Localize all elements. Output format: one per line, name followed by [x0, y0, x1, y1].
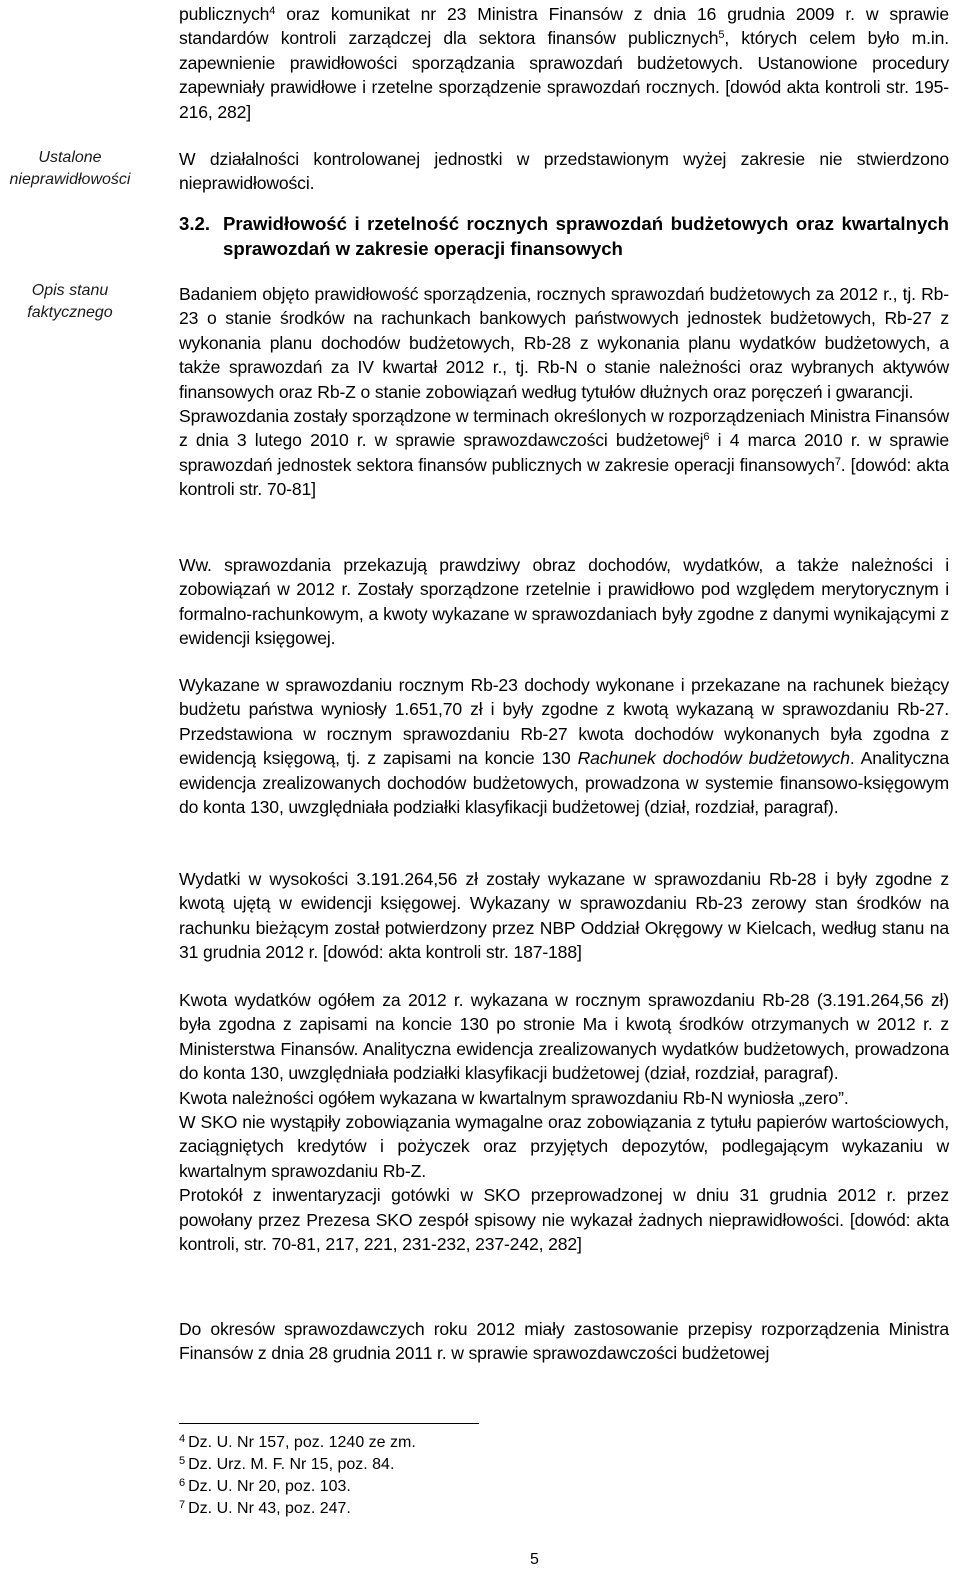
footnote-item	[179, 1476, 416, 1498]
paragraph-continued	[179, 2, 949, 124]
footnote-ref-7: 7	[834, 455, 841, 468]
paragraph-totals	[179, 988, 949, 1256]
paragraph-true-picture	[179, 553, 949, 651]
footnotes	[179, 1432, 416, 1520]
p5-text-b: . Analityczna ewidencja zrealizowanych dochodów budżetowych, prowadzona w systemie finansowo-księgowym do konta 130, uwzględniała podziałki klasyfikacji budżetowej (dział, rozdział, paragraf).	[179, 748, 950, 818]
p9-text: W SKO nie wystąpiły zobowiązania wymagalne oraz zobowiązania z tytułu papierów wartościowych, zaciągniętych kredytów i pożyczek oraz przyjętych depozytów, podlegającym wykazaniu w kwartalnym sprawozdaniu Rb-Z.	[179, 1112, 949, 1181]
section-number: 3.2.	[179, 213, 211, 234]
footnote-item	[179, 1454, 416, 1476]
margin-label-facts-line2: faktycznego	[27, 304, 113, 321]
footnote-item	[179, 1498, 416, 1520]
p7-text: Kwota wydatków ogółem za 2012 r. wykazana w rocznym sprawozdaniu Rb-28 (3.191.264,56 zł) była zgodna z zapisami na koncie 130 po stronie Ma i kwotą środków otrzymanych w 2012 r. z Ministerstwa Finansów. Analityczna ewidencja zrealizowanych wydatków budżetowych, prowadzona do konta 130, uwzględniała podziałki klasyfikacji budżetowej (dział, rozdział, paragraf).	[179, 990, 949, 1084]
margin-label-findings-line1: Ustalone	[38, 149, 102, 166]
footnote-separator	[179, 1423, 479, 1424]
p5-text-a: Wykazane w sprawozdaniu rocznym Rb-23 dochody wykonane i przekazane na rachunek bieżący budżetu państwa wyniosły 1.651,70 zł i były zgodne z kwotą wykazaną w sprawozdaniu Rb-27. Przedstawiona w rocznym sprawozdaniu Rb-27 kwota dochodów wykonanych była zgodna z ewidencją księgową, tj. z zapisami na koncie 130	[179, 675, 949, 769]
margin-label-findings	[0, 147, 140, 191]
paragraph-scope	[179, 282, 949, 502]
footnote-ref-6: 6	[703, 431, 710, 444]
footnote-ref-5: 5	[718, 29, 725, 42]
p3-text-a: Sprawozdania zostały sporządzone w terminach określonych w rozporządzeniach Ministra Finansów z dnia 3 lutego 2010 r. w sprawie sprawozdawczości budżetowej	[179, 406, 949, 451]
account-name: Rachunek dochodów budżetowych	[577, 748, 850, 769]
p10-text: Protokół z inwentaryzacji gotówki w SKO przeprowadzonej w dniu 31 grudnia 2012 r. przez powołany przez Prezesa SKO zespół spisowy nie wykazał żadnych nieprawidłowości. [dowód: akta kontroli, str. 70-81, 217, 221, 231-232, 237-242, 282]	[179, 1185, 949, 1255]
p0-text-a: publicznych	[179, 4, 270, 24]
footnote-number: 4	[179, 1433, 186, 1445]
paragraph-income	[179, 673, 949, 819]
page-number: 5	[530, 1551, 539, 1568]
paragraph-deadlines	[179, 404, 949, 502]
footnote-item	[179, 1432, 416, 1454]
paragraph-expenses	[179, 867, 949, 965]
margin-label-facts-line1: Opis stanu	[31, 282, 109, 299]
p0-text-c: , których celem było m.in. zapewnienie prawidłowości sporządzania sprawozdań budżetowych. Ustanowione procedury zapewniały prawidłowe i rzetelne sporządzenie sprawozdań rocznych. [dowód akta kontroli str. 195-216, 282]	[179, 28, 949, 122]
p2-text: Badaniem objęto prawidłowość sporządzenia, rocznych sprawozdań budżetowych za 2012 r., tj. Rb-23 o stanie środków na rachunkach bankowych państwowych jednostek budżetowych, Rb-27 z wykonania planu dochodów budżetowych, Rb-28 z wykonania planu wydatków budżetowych, a także sprawozdań za IV kwartał 2012 r., tj. Rb-N o stanie należności oraz wybranych aktywów finansowych oraz Rb-Z o stanie zobowiązań według tytułów dłużnych oraz poręczeń i gwarancji.	[179, 284, 949, 402]
paragraph-findings	[179, 147, 949, 196]
paragraph-regulations	[179, 1317, 949, 1366]
p4-text: Ww. sprawozdania przekazują prawdziwy obraz dochodów, wydatków, a także należności i zobowiązań w 2012 r. Zostały sporządzone rzetelnie i prawidłowo pod względem merytorycznym i formalno-rachunkowym, a kwoty wykazane w sprawozdaniach były zgodne z danymi wynikającymi z ewidencji księgowej.	[179, 555, 949, 649]
margin-label-findings-line2: nieprawidłowości	[9, 171, 131, 188]
p0-text-b: oraz komunikat nr 23 Ministra Finansów z dnia 16 grudnia 2009 r. w sprawie standardów kontroli zarządczej dla sektora finansów publicznych	[179, 4, 949, 49]
section-title: Prawidłowość i rzetelność rocznych sprawozdań budżetowych oraz kwartalnych sprawozdań w zakresie operacji finansowych	[223, 213, 949, 259]
p11-text: Do okresów sprawozdawczych roku 2012 miały zastosowanie przepisy rozporządzenia Ministra Finansów z dnia 28 grudnia 2011 r. w sprawie sprawozdawczości budżetowej	[179, 1319, 949, 1364]
margin-label-facts	[0, 280, 140, 324]
footnote-ref-4: 4	[269, 5, 276, 17]
p6-text: Wydatki w wysokości 3.191.264,56 zł zostały wykazane w sprawozdaniu Rb-28 i były zgodne z kwotą ujętą w ewidencji księgowej. Wykazany w sprawozdaniu Rb-23 zerowy stan środków na rachunku bieżącym został potwierdzony przez NBP Oddział Okręgowy w Kielcach, według stanu na 31 grudnia 2012 r. [dowód: akta kontroli str. 187-188]	[179, 869, 949, 963]
p8-text: Kwota należności ogółem wykazana w kwartalnym sprawozdaniu Rb-N wyniosła „zero”.	[179, 1087, 849, 1108]
footnote-text: Dz. Urz. M. F. Nr 15, poz. 84.	[188, 1456, 395, 1473]
footnote-text: Dz. U. Nr 43, poz. 247.	[188, 1500, 351, 1517]
footnote-number: 5	[179, 1455, 186, 1467]
footnote-number: 6	[179, 1477, 186, 1489]
section-heading	[179, 211, 949, 261]
p3-text-c: . [dowód: akta kontroli str. 70-81]	[179, 454, 949, 500]
p3-text-b: i 4 marca 2010 r. w sprawie sprawozdań jednostek sektora finansów publicznych w zakresie operacji finansowych	[179, 430, 950, 475]
footnote-text: Dz. U. Nr 157, poz. 1240 ze zm.	[188, 1434, 416, 1451]
findings-text: W działalności kontrolowanej jednostki w przedstawionym wyżej zakresie nie stwierdzono nieprawidłowości.	[179, 149, 949, 194]
footnote-number: 7	[179, 1499, 186, 1511]
footnote-text: Dz. U. Nr 20, poz. 103.	[188, 1478, 351, 1495]
